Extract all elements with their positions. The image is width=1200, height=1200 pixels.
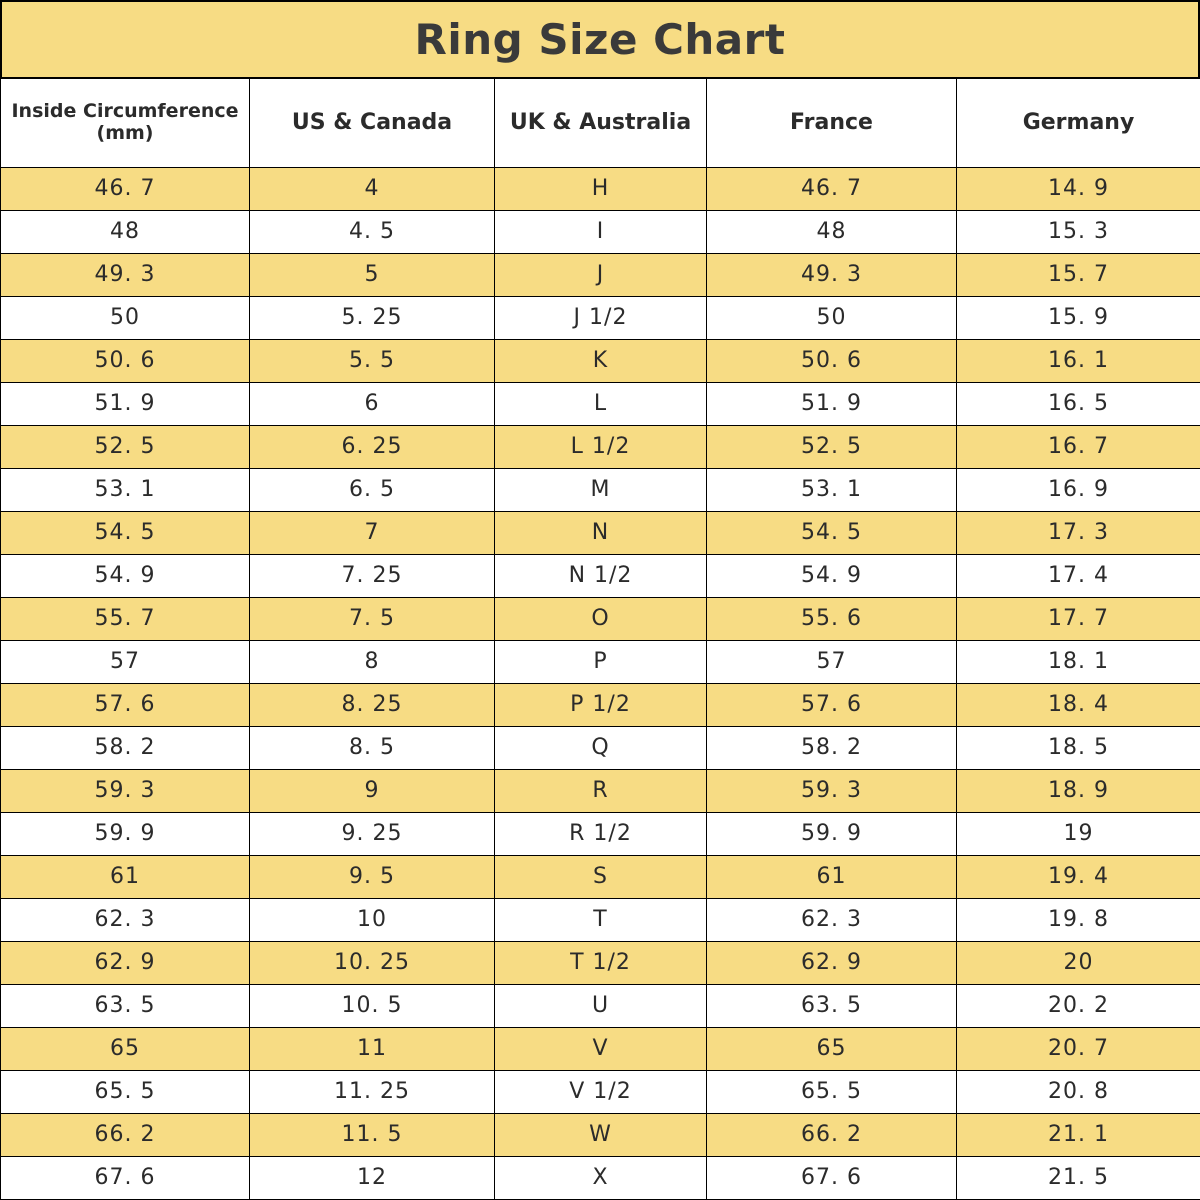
table-row bbox=[1, 641, 1200, 684]
cell-uk-australia: J 1/2 bbox=[495, 297, 707, 340]
cell-france: 59. 3 bbox=[707, 770, 957, 813]
cell-germany: 20. 2 bbox=[957, 985, 1200, 1028]
cell-us-canada: 12 bbox=[250, 1157, 495, 1200]
cell-inside-circumference: 52. 5 bbox=[1, 426, 250, 469]
table-row bbox=[1, 813, 1200, 856]
cell-france: 54. 9 bbox=[707, 555, 957, 598]
cell-germany: 18. 5 bbox=[957, 727, 1200, 770]
column-header-us-canada: US & Canada bbox=[250, 79, 495, 168]
cell-us-canada: 5. 25 bbox=[250, 297, 495, 340]
cell-inside-circumference: 50 bbox=[1, 297, 250, 340]
cell-france: 62. 9 bbox=[707, 942, 957, 985]
table-header bbox=[1, 79, 1200, 168]
cell-us-canada: 7 bbox=[250, 512, 495, 555]
cell-france: 63. 5 bbox=[707, 985, 957, 1028]
cell-france: 65. 5 bbox=[707, 1071, 957, 1114]
cell-germany: 16. 9 bbox=[957, 469, 1200, 512]
cell-uk-australia: K bbox=[495, 340, 707, 383]
cell-germany: 20. 8 bbox=[957, 1071, 1200, 1114]
cell-inside-circumference: 57. 6 bbox=[1, 684, 250, 727]
cell-us-canada: 10. 5 bbox=[250, 985, 495, 1028]
cell-inside-circumference: 63. 5 bbox=[1, 985, 250, 1028]
column-header-france: France bbox=[707, 79, 957, 168]
cell-france: 67. 6 bbox=[707, 1157, 957, 1200]
cell-france: 62. 3 bbox=[707, 899, 957, 942]
cell-germany: 15. 7 bbox=[957, 254, 1200, 297]
cell-inside-circumference: 50. 6 bbox=[1, 340, 250, 383]
cell-inside-circumference: 67. 6 bbox=[1, 1157, 250, 1200]
cell-inside-circumference: 54. 9 bbox=[1, 555, 250, 598]
cell-inside-circumference: 66. 2 bbox=[1, 1114, 250, 1157]
cell-us-canada: 8. 5 bbox=[250, 727, 495, 770]
cell-inside-circumference: 53. 1 bbox=[1, 469, 250, 512]
column-header-germany: Germany bbox=[957, 79, 1200, 168]
table-row bbox=[1, 1071, 1200, 1114]
cell-germany: 14. 9 bbox=[957, 168, 1200, 211]
cell-france: 66. 2 bbox=[707, 1114, 957, 1157]
cell-uk-australia: R bbox=[495, 770, 707, 813]
cell-germany: 21. 5 bbox=[957, 1157, 1200, 1200]
cell-uk-australia: J bbox=[495, 254, 707, 297]
cell-france: 59. 9 bbox=[707, 813, 957, 856]
cell-germany: 19. 4 bbox=[957, 856, 1200, 899]
table-row bbox=[1, 168, 1200, 211]
table-header-row bbox=[1, 79, 1200, 168]
table-row bbox=[1, 1028, 1200, 1071]
cell-germany: 17. 7 bbox=[957, 598, 1200, 641]
cell-germany: 15. 9 bbox=[957, 297, 1200, 340]
cell-us-canada: 8. 25 bbox=[250, 684, 495, 727]
table-row bbox=[1, 899, 1200, 942]
page-title: Ring Size Chart bbox=[414, 15, 786, 64]
chart-title-bar bbox=[0, 0, 1200, 78]
cell-france: 49. 3 bbox=[707, 254, 957, 297]
table-row bbox=[1, 383, 1200, 426]
cell-inside-circumference: 48 bbox=[1, 211, 250, 254]
ring-size-table bbox=[0, 78, 1200, 1200]
cell-uk-australia: O bbox=[495, 598, 707, 641]
cell-us-canada: 11. 25 bbox=[250, 1071, 495, 1114]
cell-inside-circumference: 57 bbox=[1, 641, 250, 684]
table-row bbox=[1, 684, 1200, 727]
cell-germany: 15. 3 bbox=[957, 211, 1200, 254]
cell-germany: 18. 4 bbox=[957, 684, 1200, 727]
cell-uk-australia: L 1/2 bbox=[495, 426, 707, 469]
cell-germany: 20 bbox=[957, 942, 1200, 985]
cell-uk-australia: P bbox=[495, 641, 707, 684]
cell-germany: 19 bbox=[957, 813, 1200, 856]
table-row bbox=[1, 598, 1200, 641]
cell-uk-australia: N bbox=[495, 512, 707, 555]
cell-germany: 21. 1 bbox=[957, 1114, 1200, 1157]
cell-uk-australia: P 1/2 bbox=[495, 684, 707, 727]
cell-germany: 16. 1 bbox=[957, 340, 1200, 383]
cell-germany: 16. 7 bbox=[957, 426, 1200, 469]
cell-france: 50 bbox=[707, 297, 957, 340]
cell-uk-australia: N 1/2 bbox=[495, 555, 707, 598]
cell-uk-australia: V bbox=[495, 1028, 707, 1071]
table-row bbox=[1, 254, 1200, 297]
cell-uk-australia: R 1/2 bbox=[495, 813, 707, 856]
cell-france: 57 bbox=[707, 641, 957, 684]
cell-uk-australia: X bbox=[495, 1157, 707, 1200]
cell-france: 65 bbox=[707, 1028, 957, 1071]
cell-us-canada: 6 bbox=[250, 383, 495, 426]
cell-germany: 17. 4 bbox=[957, 555, 1200, 598]
cell-inside-circumference: 55. 7 bbox=[1, 598, 250, 641]
cell-us-canada: 9 bbox=[250, 770, 495, 813]
table-row bbox=[1, 512, 1200, 555]
cell-inside-circumference: 49. 3 bbox=[1, 254, 250, 297]
cell-inside-circumference: 65. 5 bbox=[1, 1071, 250, 1114]
cell-us-canada: 10. 25 bbox=[250, 942, 495, 985]
table-row bbox=[1, 426, 1200, 469]
cell-us-canada: 5. 5 bbox=[250, 340, 495, 383]
cell-inside-circumference: 59. 3 bbox=[1, 770, 250, 813]
cell-inside-circumference: 58. 2 bbox=[1, 727, 250, 770]
cell-uk-australia: I bbox=[495, 211, 707, 254]
cell-france: 48 bbox=[707, 211, 957, 254]
cell-uk-australia: V 1/2 bbox=[495, 1071, 707, 1114]
table-row bbox=[1, 555, 1200, 598]
cell-germany: 20. 7 bbox=[957, 1028, 1200, 1071]
cell-uk-australia: U bbox=[495, 985, 707, 1028]
cell-france: 53. 1 bbox=[707, 469, 957, 512]
table-row bbox=[1, 340, 1200, 383]
cell-germany: 16. 5 bbox=[957, 383, 1200, 426]
cell-uk-australia: M bbox=[495, 469, 707, 512]
cell-uk-australia: T 1/2 bbox=[495, 942, 707, 985]
cell-us-canada: 8 bbox=[250, 641, 495, 684]
table-row bbox=[1, 1157, 1200, 1200]
cell-germany: 18. 1 bbox=[957, 641, 1200, 684]
table-row bbox=[1, 727, 1200, 770]
table-row bbox=[1, 856, 1200, 899]
cell-france: 55. 6 bbox=[707, 598, 957, 641]
table-row bbox=[1, 211, 1200, 254]
cell-france: 50. 6 bbox=[707, 340, 957, 383]
cell-germany: 18. 9 bbox=[957, 770, 1200, 813]
cell-inside-circumference: 59. 9 bbox=[1, 813, 250, 856]
cell-us-canada: 10 bbox=[250, 899, 495, 942]
cell-germany: 17. 3 bbox=[957, 512, 1200, 555]
cell-inside-circumference: 61 bbox=[1, 856, 250, 899]
column-header-uk-australia: UK & Australia bbox=[495, 79, 707, 168]
cell-uk-australia: W bbox=[495, 1114, 707, 1157]
cell-us-canada: 7. 25 bbox=[250, 555, 495, 598]
cell-germany: 19. 8 bbox=[957, 899, 1200, 942]
cell-inside-circumference: 46. 7 bbox=[1, 168, 250, 211]
cell-uk-australia: T bbox=[495, 899, 707, 942]
cell-us-canada: 7. 5 bbox=[250, 598, 495, 641]
cell-france: 52. 5 bbox=[707, 426, 957, 469]
cell-france: 51. 9 bbox=[707, 383, 957, 426]
cell-us-canada: 6. 25 bbox=[250, 426, 495, 469]
table-row bbox=[1, 942, 1200, 985]
table-body bbox=[1, 168, 1200, 1200]
cell-uk-australia: Q bbox=[495, 727, 707, 770]
cell-us-canada: 5 bbox=[250, 254, 495, 297]
cell-france: 46. 7 bbox=[707, 168, 957, 211]
cell-france: 58. 2 bbox=[707, 727, 957, 770]
table-row bbox=[1, 770, 1200, 813]
cell-uk-australia: S bbox=[495, 856, 707, 899]
cell-us-canada: 9. 5 bbox=[250, 856, 495, 899]
cell-uk-australia: L bbox=[495, 383, 707, 426]
cell-inside-circumference: 51. 9 bbox=[1, 383, 250, 426]
cell-inside-circumference: 62. 3 bbox=[1, 899, 250, 942]
cell-us-canada: 4. 5 bbox=[250, 211, 495, 254]
table-row bbox=[1, 297, 1200, 340]
cell-france: 61 bbox=[707, 856, 957, 899]
cell-us-canada: 11. 5 bbox=[250, 1114, 495, 1157]
cell-us-canada: 11 bbox=[250, 1028, 495, 1071]
table-row bbox=[1, 985, 1200, 1028]
cell-inside-circumference: 62. 9 bbox=[1, 942, 250, 985]
cell-us-canada: 4 bbox=[250, 168, 495, 211]
table-row bbox=[1, 469, 1200, 512]
cell-france: 57. 6 bbox=[707, 684, 957, 727]
cell-us-canada: 9. 25 bbox=[250, 813, 495, 856]
cell-inside-circumference: 54. 5 bbox=[1, 512, 250, 555]
cell-inside-circumference: 65 bbox=[1, 1028, 250, 1071]
cell-france: 54. 5 bbox=[707, 512, 957, 555]
column-header-inside-circumference: Inside Circumference (mm) bbox=[1, 79, 250, 168]
cell-us-canada: 6. 5 bbox=[250, 469, 495, 512]
cell-uk-australia: H bbox=[495, 168, 707, 211]
table-row bbox=[1, 1114, 1200, 1157]
